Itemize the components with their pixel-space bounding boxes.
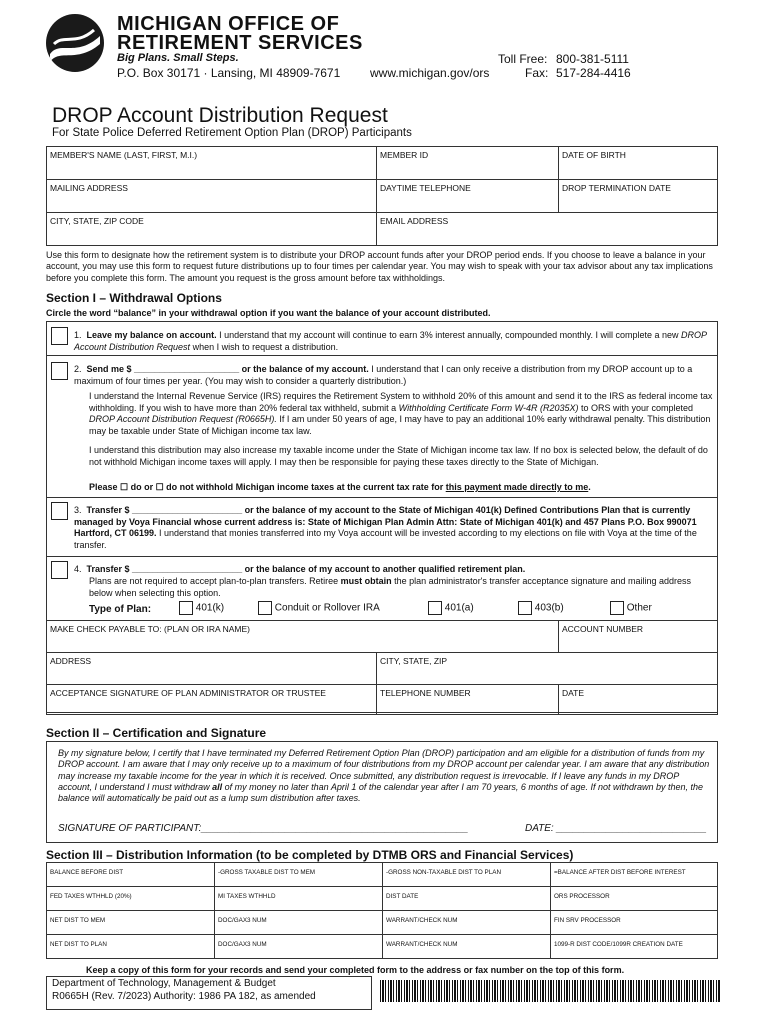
option1-number: 1. [74,330,82,340]
option1-checkbox[interactable] [51,327,68,345]
dist-fed-taxes: FED TAXES WTHHLD (20%) [50,893,132,900]
divider [46,556,718,557]
plan-type-label: Type of Plan: [89,604,152,615]
acceptance-signature-label: ACCEPTANCE SIGNATURE OF PLAN ADMINISTRATOR OR TRUSTEE [50,688,326,698]
member-name-field[interactable] [47,147,377,180]
option4-text [74,564,714,576]
plan-type-401a-checkbox[interactable] [428,601,442,615]
option2-bold: Send me $ _____________________ or the balance of my account. [86,364,369,374]
plan-type-401k-label: 401(k) [195,602,225,614]
barcode [380,980,720,1002]
option2-number: 2. [74,364,82,374]
plan-telephone-field[interactable] [377,685,559,715]
org-name-line2: RETIREMENT SERVICES [117,32,363,54]
certification-all: all [212,781,223,792]
dist-balance-before: BALANCE BEFORE DIST [50,869,124,876]
option1-italic: DROP Account Distribution Request [74,330,707,352]
plan-type-401a[interactable] [428,601,474,615]
acceptance-signature-field[interactable] [47,685,377,715]
dist-balance-after: =BALANCE AFTER DIST BEFORE INTEREST [554,869,686,876]
plan-type-403b[interactable] [518,601,564,615]
option2-state-paragraph: I understand this distribution may also increase my taxable income under the State of Michigan income tax law. If no box is selected below, the default of do not withhold Michigan income taxes will apply. I may then be responsible for paying these taxes directly to the State of Michigan. [89,445,708,467]
option2-irs-c: If I am under 50 years of age, I may have to pay an additional 10% early withdrawal penalty. This distribution may be taxable under State of Michigan income tax law. [89,414,711,436]
mailing-address-label: MAILING ADDRESS [50,183,128,193]
option4-must-obtain: must obtain [340,576,392,586]
dob-field[interactable] [559,147,718,180]
payable-to-label: MAKE CHECK PAYABLE TO: (PLAN OR IRA NAME) [50,624,250,634]
form-title: DROP Account Distribution Request [52,104,388,127]
option4-checkbox[interactable] [51,561,68,579]
dist-mi-taxes: MI TAXES WTHHLD [218,893,276,900]
plan-city-label: CITY, STATE, ZIP [380,656,448,666]
member-id-label: MEMBER ID [380,150,429,160]
member-name-label: MEMBER'S NAME (LAST, FIRST, M.I.) [50,150,198,160]
plan-type-ira-checkbox[interactable] [258,601,272,615]
plan-telephone-label: TELEPHONE NUMBER [380,688,471,698]
account-number-label: ACCOUNT NUMBER [562,624,644,634]
transfer-info-table [46,620,718,715]
option2-body: I understand that I can only receive a distribution from my DROP account up to a maximum of four times per year. (You may wish to consider a quarterly distribution.) [74,364,693,386]
certification-text-a: By my signature below, I certify that I have terminated my Deferred Retirement Option Plan (DROP) participation and am eligible for a distribution of funds from my DROP account. I am aware that I may only receive up to a maximum of four distributions from my DROP account per calendar year. I am aware that any distribution may increase my taxable income for the year in which it is received. Once submitted, any distribution request is irrevocable. If I leave any funds in my DROP account, I understand I must withdraw [58,748,710,792]
city-state-zip-label: CITY, STATE, ZIP CODE [50,216,144,226]
option4-note [89,576,715,599]
dob-label: DATE OF BIRTH [562,150,626,160]
footer-form-id: R0665H (Rev. 7/2023) Authority: 1986 PA 182, as amended [52,991,316,1002]
option4-number: 4. [74,564,82,574]
member-info-table [46,146,718,246]
option3-bold: Transfer $ ______________________ or the balance of my account to the State of Michigan 401(k) Defined Contributions Plan that is currently managed by Voya Financial whose current address is: State of Michigan Plan Admin Attn: State of Michigan 401(k) and 457 Plans P.O. Box 990071 Hartford, CT 06199. [74,505,697,538]
option3-number: 3. [74,505,82,515]
option1-bold: Leave my balance on account. [86,330,217,340]
mailing-address-field[interactable] [47,180,377,213]
option3-checkbox[interactable] [51,502,68,520]
plan-type-403b-label: 403(b) [534,602,564,614]
section3-heading: Section III – Distribution Information (to be completed by DTMB ORS and Financial Services) [46,848,574,862]
option2-w4r-form: Withholding Certificate Form W-4R (R2035X) [398,402,579,413]
dist-gross-taxable: -GROSS TAXABLE DIST TO MEM [218,869,316,876]
fax-number: 517-284-4416 [556,66,631,80]
plan-address-field[interactable] [47,653,377,685]
plan-type-ira[interactable] [258,601,380,615]
plan-type-401k[interactable] [179,601,224,615]
section2-heading: Section II – Certification and Signature [46,726,267,740]
org-address: P.O. Box 30171 · Lansing, MI 48909-7671 [117,66,341,80]
dist-fin-processor: FIN SRV PROCESSOR [554,917,621,924]
form-subtitle: For State Police Deferred Retirement Option Plan (DROP) Participants [52,127,412,139]
plan-address-label: ADDRESS [50,656,92,666]
footer-dept: Department of Technology, Management & Budget [52,978,276,989]
dist-date: DIST DATE [386,893,419,900]
option4-bold: Transfer $ ______________________ or the balance of my account to another qualified retirement plan. [86,564,526,574]
plan-type-other-checkbox[interactable] [610,601,624,615]
drop-termination-label: DROP TERMINATION DATE [562,183,671,193]
payable-to-field[interactable] [47,621,559,653]
fax-label: Fax: [525,66,549,80]
participant-signature-field[interactable]: SIGNATURE OF PARTICIPANT:________________________________________________ [58,823,469,834]
plan-type-other[interactable] [610,601,652,615]
dist-warrant-mem: WARRANT/CHECK NUM [386,917,458,924]
divider [46,355,718,356]
section1-heading: Section I – Withdrawal Options [46,291,222,305]
plan-date-field[interactable] [559,685,718,715]
city-state-zip-field[interactable] [47,213,377,246]
option2-r0665h-form: DROP Account Distribution Request (R0665H). [89,414,277,424]
toll-free-label: Toll Free: [498,52,548,66]
option3-body: I understand that monies transferred into my Voya account will be invested according to my elections on file with Voya at the time of the transfer. [74,528,697,550]
option2-withhold-choice[interactable] [89,482,715,494]
certification-text [58,748,712,804]
plan-type-401a-label: 401(a) [444,602,474,614]
certification-text-b: of my money no later than April 1 of the calendar year after I am 70 years, 6 months of age. If not withdrawn by then, the balance will automatically be paid out as a lump sum distribution after taxes. [58,781,704,804]
section1-instruction: Circle the word “balance” in your withdrawal option if you want the balance of your account distributed. [46,308,491,318]
dist-doc-num-plan: DOC/GAX3 NUM [218,941,267,948]
divider [46,497,718,498]
option2-withhold-end: . [588,482,591,492]
option2-irs-b: to ORS with your completed [578,402,694,413]
option2-irs-paragraph [89,391,715,437]
dist-net-to-mem: NET DIST TO MEM [50,917,106,924]
email-field[interactable] [377,213,718,246]
option1-body: I understand that my account will continue to earn 3% interest annually, compounded monthly. I will complete a new [216,330,682,340]
dist-ors-processor: ORS PROCESSOR [554,893,610,900]
plan-type-other-label: Other [626,602,652,614]
dist-gross-nontaxable: -GROSS NON-TAXABLE DIST TO PLAN [386,869,502,876]
org-tagline: Big Plans. Small Steps. [117,52,239,64]
plan-date-label: DATE [562,688,585,698]
org-website: www.michigan.gov/ors [370,66,490,80]
intro-paragraph: Use this form to designate how the retirement system is to distribute your DROP account funds after your DROP period ends. If you choose to leave a balance in your account, you may use this form to request future distributions up to four times per calendar year. You may wish to speak with your tax advisor about any tax implications before you complete this form. The amount you request is the gross amount before tax withholdings. [46,250,713,283]
plan-city-field[interactable] [377,653,718,685]
option4-note-b: the plan administrator's transfer acceptance signature and mailing address below when selecting this option. [89,576,692,598]
option1-tail: when I wish to request a distribution. [190,341,339,352]
daytime-phone-label: DAYTIME TELEPHONE [380,183,471,193]
email-label: EMAIL ADDRESS [380,216,449,226]
daytime-phone-field[interactable] [377,180,559,213]
option2-text [74,364,714,387]
option2-withhold-underline: this payment made directly to me [445,482,589,492]
dist-doc-num-mem: DOC/GAX3 NUM [218,917,267,924]
option2-irs-a: I understand the Internal Revenue Service (IRS) requires the Retirement System to withhold 20% of this amount and send it to the IRS as federal income tax withholding. If you wish to have more than 20% federal tax withheld, submit a [89,391,713,413]
plan-type-401k-checkbox[interactable] [179,601,193,615]
dist-1099r-code: 1099-R DIST CODE/1099R CREATION DATE [554,941,683,948]
toll-free-number: 800-381-5111 [556,52,629,66]
option1-text [74,330,714,353]
option3-text [74,505,714,551]
michigan-ors-logo [46,14,104,72]
drop-termination-field[interactable] [559,180,718,213]
keep-copy-notice: Keep a copy of this form for your records and send your completed form to the address or fax number on the top of this form. [86,965,625,975]
distribution-info-table [46,862,718,959]
option2-withhold-text: Please ☐ do or ☐ do not withhold Michigan income taxes at the current tax rate for [89,482,446,492]
option4-note-a: Plans are not required to accept plan-to-plan transfers. Retiree [89,576,341,586]
dist-warrant-plan: WARRANT/CHECK NUM [386,941,458,948]
option2-checkbox[interactable] [51,362,68,380]
plan-type-403b-checkbox[interactable] [518,601,532,615]
member-id-field[interactable] [377,147,559,180]
plan-type-ira-label: Conduit or Rollover IRA [274,602,380,614]
participant-date-field[interactable]: DATE: ___________________________ [525,823,707,834]
dist-net-to-plan: NET DIST TO PLAN [50,941,107,948]
account-number-field[interactable] [559,621,718,653]
org-name-line1: MICHIGAN OFFICE OF [117,13,340,35]
